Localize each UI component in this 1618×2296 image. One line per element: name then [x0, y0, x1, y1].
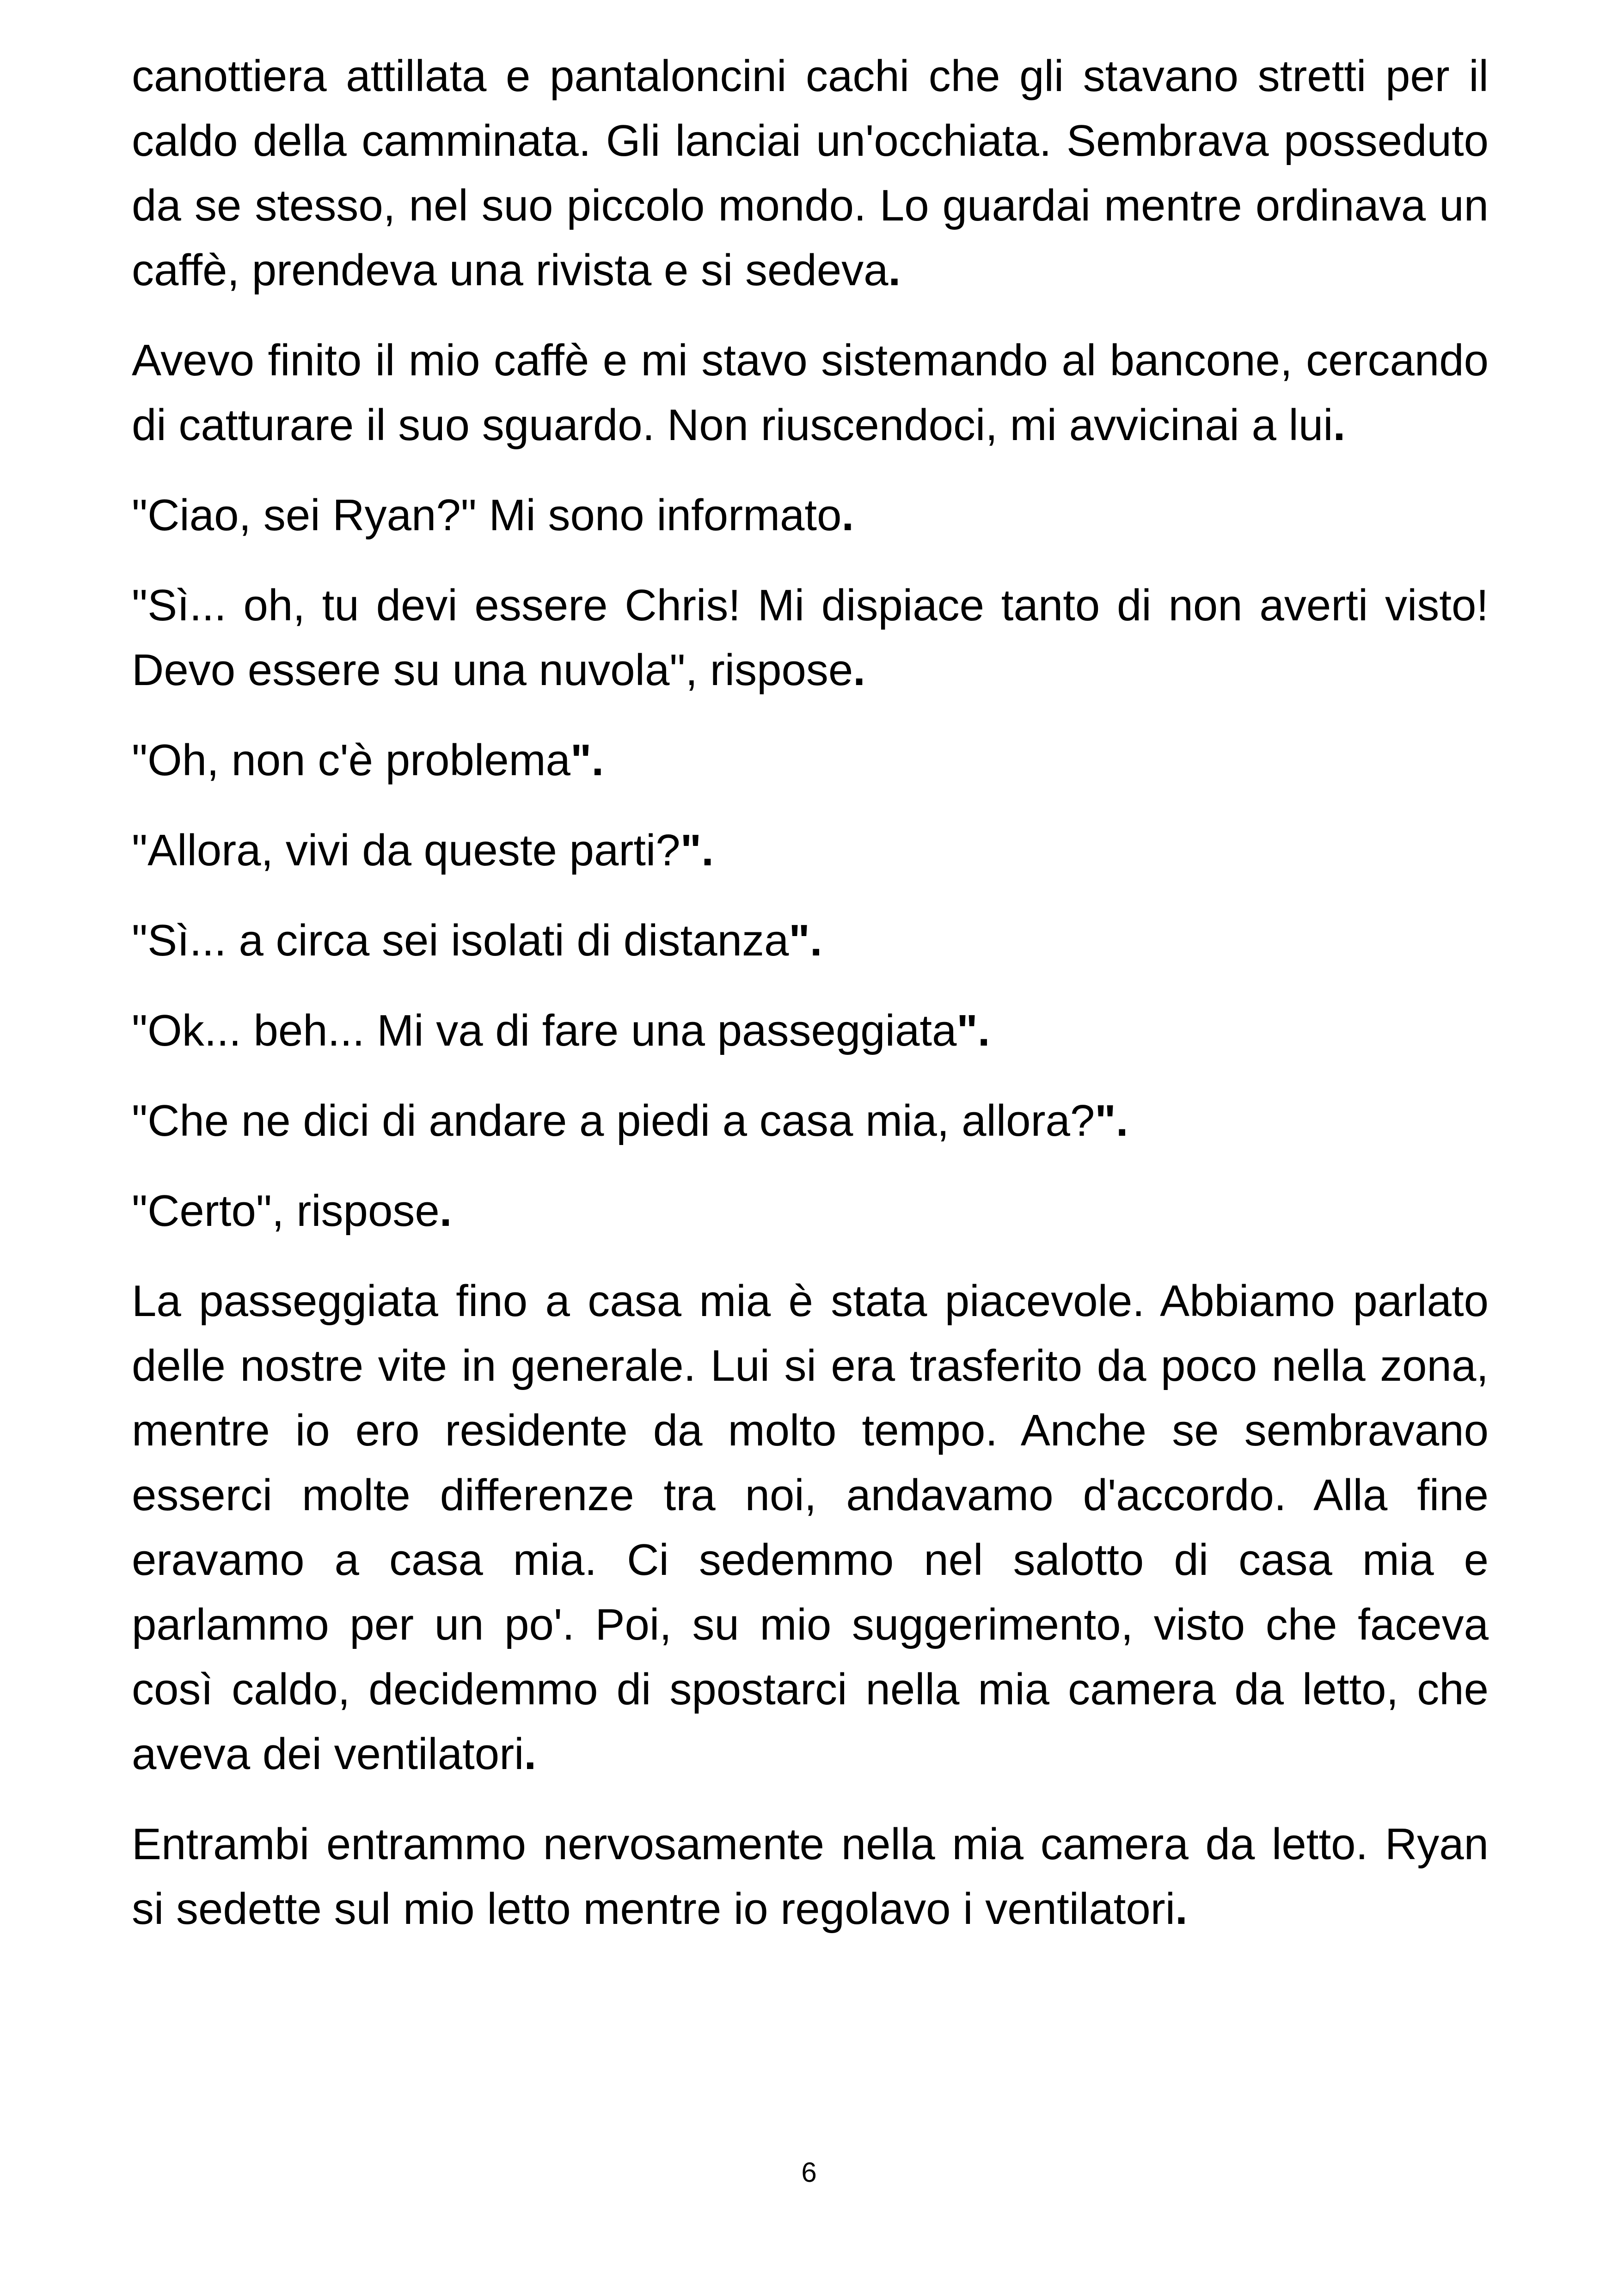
page-number: 6	[801, 2157, 817, 2188]
paragraph: "Certo", rispose.	[132, 1186, 452, 1236]
paragraph: canottiera attillata e pantaloncini cachi che gli stavano stretti per il caldo della camminata. Gli lanciai un'occhiata. Sembrava posseduto da se stesso, nel suo piccolo mondo. Lo guardai mentre ordinava un caffè, prendeva una rivista e si sedeva.	[132, 51, 1489, 295]
paragraph: Entrambi entrammo nervosamente nella mia camera da letto. Ryan si sedette sul mio letto mentre io regolavo i ventilatori.	[132, 1819, 1489, 1934]
paragraph: "Oh, non c'è problema".	[132, 735, 604, 785]
paragraph: "Sì... a circa sei isolati di distanza".	[132, 916, 822, 965]
paragraph: "Ciao, sei Ryan?" Mi sono informato.	[132, 490, 854, 540]
body-text	[132, 44, 1489, 1967]
paragraph: "Allora, vivi da queste parti?".	[132, 826, 714, 875]
paragraph: Avevo finito il mio caffè e mi stavo sistemando al bancone, cercando di catturare il suo sguardo. Non riuscendoci, mi avvicinai a lui.	[132, 336, 1489, 450]
paragraph: "Sì... oh, tu devi essere Chris! Mi dispiace tanto di non averti visto! Devo essere su una nuvola", rispose.	[132, 581, 1489, 695]
paragraph: "Ok... beh... Mi va di fare una passeggiata".	[132, 1006, 990, 1055]
paragraph: La passeggiata fino a casa mia è stata piacevole. Abbiamo parlato delle nostre vite in generale. Lui si era trasferito da poco nella zona, mentre io ero residente da molto tempo. Anche se sembravano esserci molte differenze tra noi, andavamo d'accordo. Alla fine eravamo a casa mia. Ci sedemmo nel salotto di casa mia e parlammo per un po'. Poi, su mio suggerimento, visto che faceva così caldo, decidemmo di spostarci nella mia camera da letto, che aveva dei ventilatori.	[132, 1276, 1489, 1779]
paragraph: "Che ne dici di andare a piedi a casa mia, allora?".	[132, 1096, 1128, 1145]
